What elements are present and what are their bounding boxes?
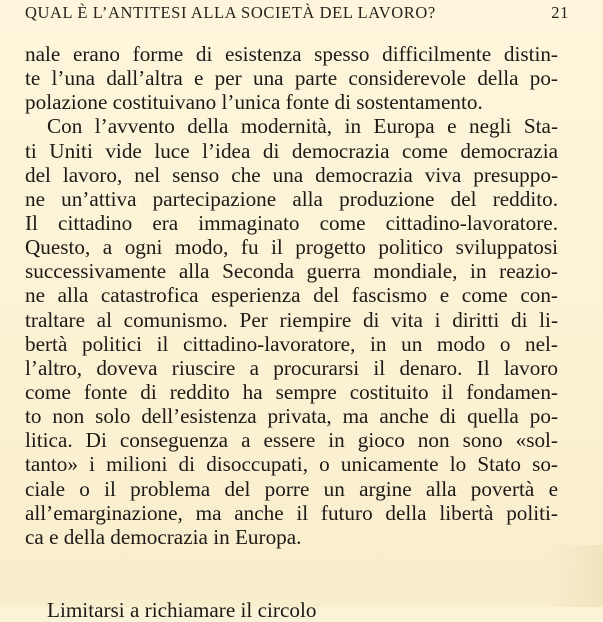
text-line: traltare al comunismo. Per riempire di vita i diritti di li- xyxy=(25,307,558,332)
text-line: ca e della democrazia in Europa. xyxy=(25,524,302,549)
chapter-title: QUAL È L’ANTITESI ALLA SOCIETÀ DEL LAVORO? xyxy=(25,3,436,22)
text-line: te l’una dall’altra e per una parte considerevole della po- xyxy=(25,66,558,91)
text-line: come fonte di reddito ha sempre costituito il fondamen- xyxy=(25,379,558,404)
text-line: bertà politici il cittadino-lavoratore, in un modo o nel- xyxy=(25,331,558,356)
text-line: Questo, a ogni modo, fu il progetto politico sviluppatosi xyxy=(25,235,558,260)
paragraph-continued xyxy=(25,42,558,114)
text-line: litica. Di conseguenza a essere in gioco non sono «sol- xyxy=(25,428,558,453)
text-line: ne alla catastrofica esperienza del fascismo e come con- xyxy=(25,283,558,308)
cutoff-text-line: Limitarsi a richiamare il circolo xyxy=(47,598,317,622)
text-line: ne un’attiva partecipazione alla produzione del reddito. xyxy=(25,186,558,211)
text-line: Il cittadino era immaginato come cittadino-lavoratore. xyxy=(25,210,558,235)
text-line: polazione costituivano l’unica fonte di sostentamento. xyxy=(25,90,483,115)
text-line: Con l’avvento della modernità, in Europa e negli Sta- xyxy=(47,114,558,139)
text-line: l’altro, doveva riuscire a procurarsi il denaro. Il lavoro xyxy=(25,355,558,380)
text-line: del lavoro, nel senso che una democrazia viva presuppo- xyxy=(25,162,558,187)
body-text xyxy=(25,42,558,549)
paragraph xyxy=(25,114,558,549)
text-line: successivamente alla Seconda guerra mondiale, in reazio- xyxy=(25,259,558,284)
text-line: ti Uniti vide luce l’idea di democrazia come democrazia xyxy=(25,138,558,163)
text-line: all’emarginazione, ma anche il futuro della libertà politi- xyxy=(25,500,558,525)
text-line: nale erano forme di esistenza spesso difficilmente distin- xyxy=(25,42,558,66)
text-line: to non solo dell’esistenza privata, ma anche di quella po- xyxy=(25,404,558,429)
page-number: 21 xyxy=(551,3,569,22)
page-edge-shadow xyxy=(548,545,603,607)
running-header xyxy=(25,3,583,25)
text-line: ciale o il problema del porre un argine alla povertà e xyxy=(25,476,558,501)
text-line: tanto» i milioni di disoccupati, o unicamente lo Stato so- xyxy=(25,452,558,477)
